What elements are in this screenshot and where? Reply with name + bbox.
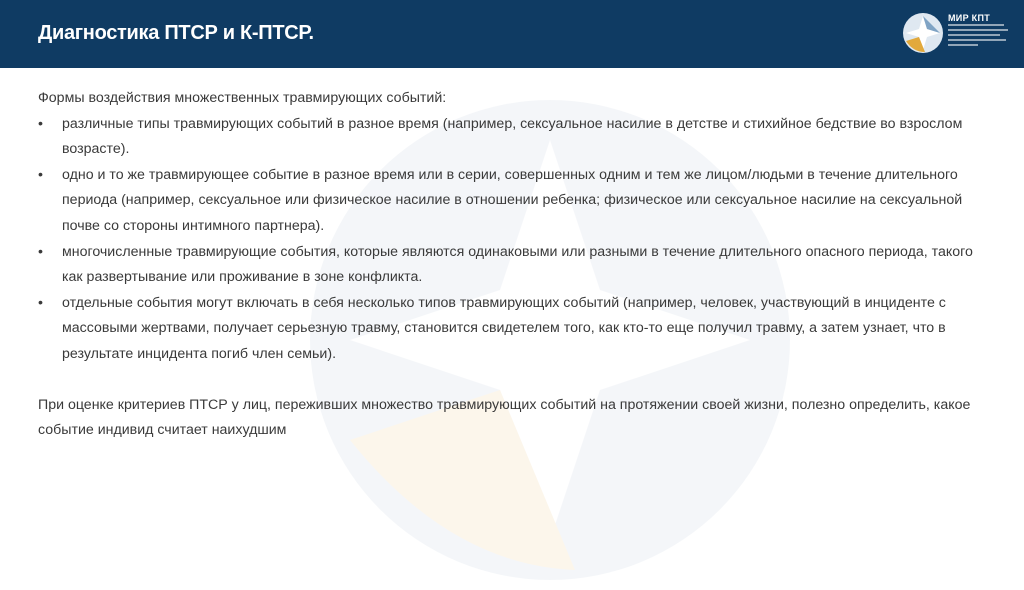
bullet-marker: • [38,115,43,132]
bullet-marker: • [38,243,43,260]
slide-body [38,86,988,444]
list-item [38,291,988,368]
list-item-text: отдельные события могут включать в себя несколько типов травмирующих событий (например, человек, участвующий в инциденте с массовыми жертвами, получает серьезную травму, становится свидетелем того, как кто-то еще получил травму, а затем узнает, что в результате инцидента погиб член семьи). [62,294,946,362]
list-item-text: одно и то же травмирующее событие в разное время или в серии, совершенных одним и тем же лицом/людьми в течение длительного периода (например, сексуальное или физическое насилие в отношении ребенка; физическое или сексуальное насилие на сексуальной почве со стороны интимного партнера). [62,166,963,234]
bullet-marker: • [38,166,43,183]
section-heading: Формы воздействия множественных травмирующих событий: [38,90,447,106]
bullet-list [38,112,988,368]
list-item-text: различные типы травмирующих событий в разное время (например, сексуальное насилие в детстве и стихийное бедствие во взрослом возрасте). [62,115,963,158]
bullet-marker: • [38,294,43,311]
conclusion-paragraph: При оценке критериев ПТСР у лиц, переживших множество травмирующих событий на протяжении своей жизни, полезно определить, какое событие индивид считает наихудшим [38,396,971,439]
list-item [38,112,988,163]
logo-name: МИР КПТ [948,13,991,23]
slide-title: Диагностика ПТСР и К-ПТСР. [38,22,314,44]
slide-header [0,0,1024,68]
list-item [38,163,988,240]
list-item [38,240,988,291]
list-item-text: многочисленные травмирующие события, которые являются одинаковыми или разными в течение длительного опасного периода, такого как развертывание или проживание в зоне конфликта. [62,243,973,286]
logo-emblem-icon [902,12,944,54]
company-logo [902,10,1012,58]
logo-tagline-lines [948,24,1008,49]
